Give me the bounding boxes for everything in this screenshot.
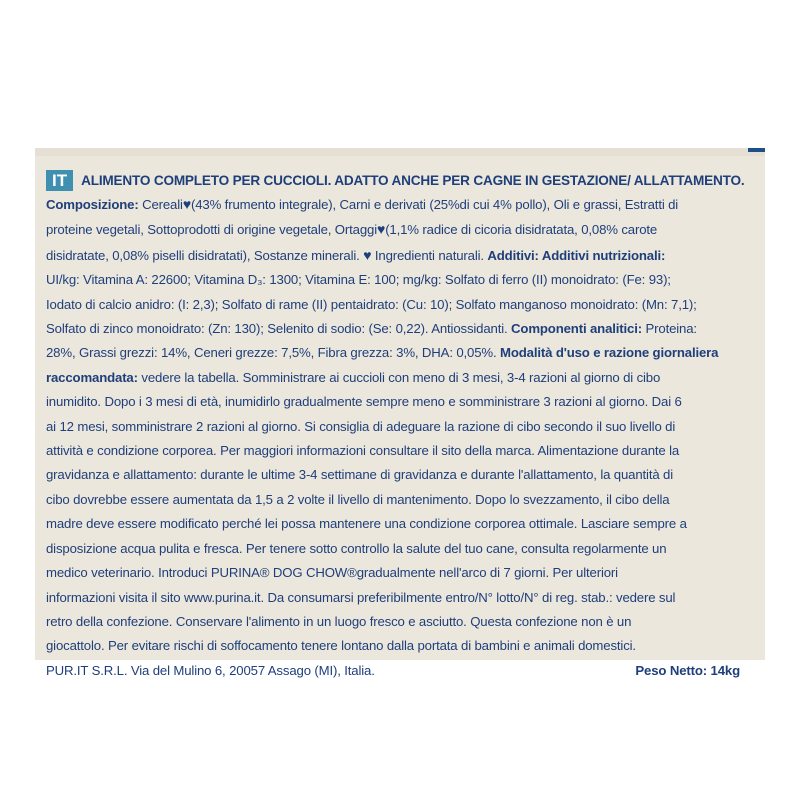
label-header xyxy=(46,170,744,191)
registered-mark: ® xyxy=(259,565,270,581)
composition-text-1: (43% frumento integrale), Carni e derivati (25%di cui 4% pollo), Oli e grassi, Estratti di xyxy=(190,197,679,212)
composition-label: Composizione: xyxy=(46,197,139,212)
analytical-values-text: 28%, Grassi grezzi: 14%, Ceneri grezze: 7,5%, Fibra grezza: 3%, DHA: 0,05%. xyxy=(46,345,501,361)
text-line-10: ai 12 mesi, somministrare 2 razioni al giorno. Si consiglia di adeguare la razione di cibo secondo il suo livello di xyxy=(46,418,676,434)
brand-text: DOG CHOW xyxy=(269,565,348,581)
product-title: ALIMENTO COMPLETO PER CUCCIOLI. ADATTO ANCHE PER CAGNE IN GESTAZIONE/ ALLATTAMENTO. xyxy=(81,173,745,188)
text-line-15: disposizione acqua pulita e fresca. Per tenere sotto controllo la salute del tuo cane, consulta regolarmente un xyxy=(46,540,667,556)
text-line-8 xyxy=(46,366,758,390)
additives-label: Additivi: Additivi nutrizionali: xyxy=(487,247,666,263)
heart-icon: ♥ xyxy=(377,221,386,238)
additives-text: Solfato di zinco monoidrato: (Zn: 130); Selenito di sodio: (Se: 0,22). Antiossidanti. xyxy=(46,321,512,337)
text-line-3 xyxy=(46,243,758,268)
composition-text-3: disidratate, 0,08% piselli disidratati), Sostanze minerali. xyxy=(46,247,360,263)
heart-icon: ♥ xyxy=(182,196,191,212)
usage-label-cont: raccomandata: xyxy=(46,369,138,385)
natural-ingredients-text: Ingredienti naturali. xyxy=(371,247,488,263)
company-address: PUR.IT S.R.L. Via del Mulino 6, 20057 Assago (MI), Italia. xyxy=(46,662,375,678)
text-line-1 xyxy=(46,192,758,217)
text-line-18: retro della confezione. Conservare l'alimento in un luogo fresco e asciutto. Questa confezione non è un xyxy=(46,613,632,629)
text-line-11: attività e condizione corporea. Per maggiori informazioni consultare il sito della marca. Alimentazione durante la xyxy=(46,443,680,459)
language-badge: IT xyxy=(46,170,73,191)
text-line-9: inumidito. Dopo i 3 mesi di età, inumidirlo gradualmente sempre meno e somministrare 3 razioni al giorno. Dai 6 xyxy=(46,394,682,410)
usage-label: Modalità d'uso e razione giornaliera xyxy=(500,345,719,361)
text-line-7 xyxy=(46,341,758,365)
heart-icon: ♥ xyxy=(363,246,372,263)
corner-mark xyxy=(748,148,765,152)
protein-label: Proteina: xyxy=(641,321,697,337)
text-line-14: madre deve essere modificato perché lei possa mantenere una condizione corporea ottimale. Lasciare sempre a xyxy=(46,516,687,532)
analytical-components-label: Componenti analitici: xyxy=(511,321,642,337)
composition-text-2: proteine vegetali, Sottoprodotti di origine vegetale, Ortaggi xyxy=(46,222,378,238)
footer-line xyxy=(46,659,758,683)
vet-text: medico veterinario. Introduci PURINA xyxy=(46,565,260,581)
text-line-12: gravidanza e allattamento: durante le ultime 3-4 settimane di gravidanza e durante l'allattamento, la quantità di xyxy=(46,467,674,483)
usage-text: vedere la tabella. Somministrare ai cuccioli con meno di 3 mesi, 3-4 razioni al giorno di cibo xyxy=(137,369,661,385)
text-line-17: informazioni visita il sito www.purina.it. Da consumarsi preferibilmente entro/N° lotto/N° di reg. stab.: vedere sul xyxy=(46,589,676,605)
label-body xyxy=(46,192,758,683)
panel-top-strip xyxy=(35,148,765,156)
text-line-6 xyxy=(46,317,758,341)
cereals-text: Cereali xyxy=(138,197,183,212)
composition-text-2b: (1,1% radice di cicoria disidratata, 0,08% carote xyxy=(385,222,658,238)
text-line-5: Iodato di calcio anidro: (I: 2,3); Solfato di rame (II) pentaidrato: (Cu: 10); Solfato manganoso monoidrato: (Mn: 7,1); xyxy=(46,296,697,312)
registered-mark: ® xyxy=(347,565,357,581)
text-line-16 xyxy=(46,561,758,585)
net-weight: Peso Netto: 14kg xyxy=(635,662,740,678)
text-line-2 xyxy=(46,217,758,242)
text-line-4: UI/kg: Vitamina A: 22600; Vitamina D₃: 1300; Vitamina E: 100; mg/kg: Solfato di ferro (II) monoidrato: (Fe: 93); xyxy=(46,272,671,288)
transition-text: gradualmente nell'arco di 7 giorni. Per ulteriori xyxy=(356,565,618,581)
text-line-13: cibo dovrebbe essere aumentata da 1,5 a 2 volte il livello di mantenimento. Dopo lo svezzamento, il cibo della xyxy=(46,491,670,507)
text-line-19: giocattolo. Per evitare rischi di soffocamento tenere lontano dalla portata di bambini e animali domestici. xyxy=(46,638,636,654)
